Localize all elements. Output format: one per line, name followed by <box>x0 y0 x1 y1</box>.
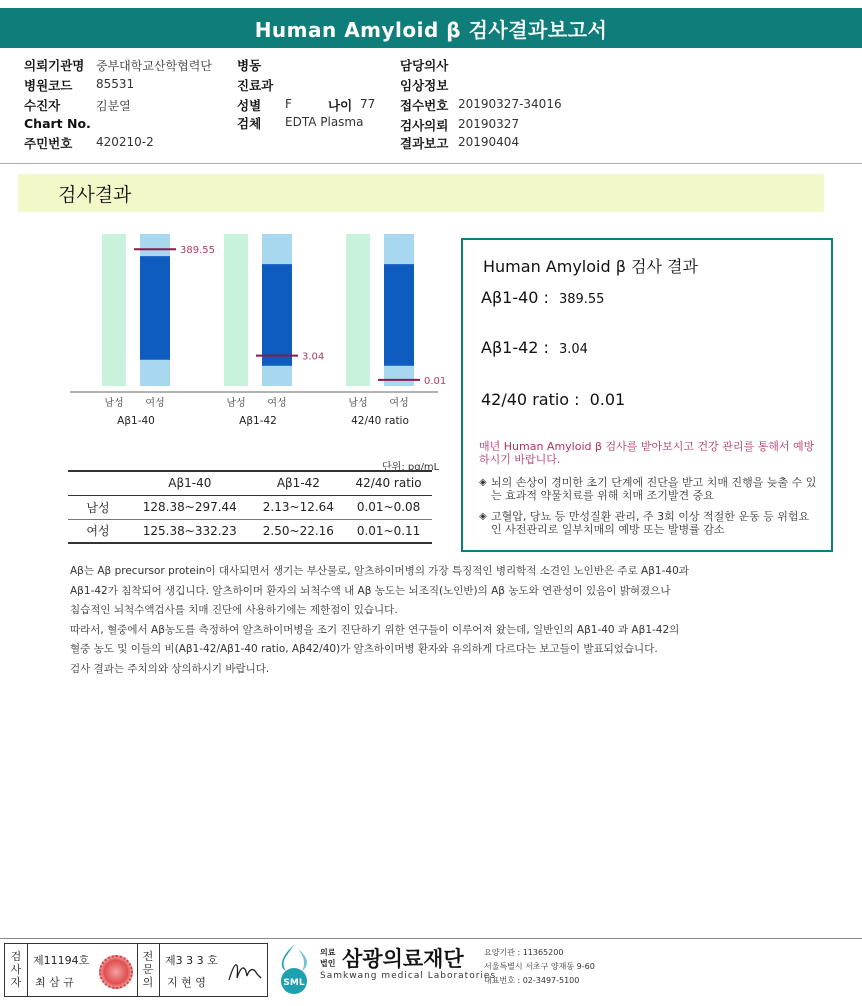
result-marker-label: 3.04 <box>302 351 325 363</box>
info-value: 김분열 <box>96 99 131 113</box>
unit-label: 단위: pg/mL <box>382 462 440 473</box>
result-marker-label: 0.01 <box>424 375 446 387</box>
group-label: 42/40 ratio <box>351 415 409 427</box>
info-label: 주민번호 <box>24 136 73 151</box>
result-bullet <box>479 510 819 536</box>
result-box-title: Human Amyloid β 검사 결과 <box>483 257 698 276</box>
explanation-line: 침습적인 뇌척수액검사를 치매 진단에 사용하기에는 제한점이 있습니다. <box>70 604 398 616</box>
footer <box>0 938 862 1000</box>
male-reference-band <box>224 234 248 386</box>
inspector-number: 제11194호 <box>33 954 90 967</box>
signature-icon <box>227 956 263 986</box>
specialist-number: 제3 3 3 호 <box>165 954 218 967</box>
male-reference-band <box>102 234 126 386</box>
result-ab42 <box>481 338 588 357</box>
result-note: 매년 Human Amyloid β 검사를 받아보시고 건강 관리를 통해서 예방하시기 바랍니다. <box>479 440 815 466</box>
male-label: 남성 <box>348 398 368 409</box>
table-header: Aβ1-40 <box>168 476 212 491</box>
explanation-line: Aβ1-42가 침착되어 생깁니다. 알츠하이머 환자의 뇌척수액 내 Aβ 농도는 뇌조직(노인반)의 Aβ 농도와 연관성이 있음이 밝혀졌으나 <box>70 584 671 597</box>
inspector-label: 검사자 <box>10 950 22 989</box>
table-cell: 여성 <box>86 524 110 539</box>
table-cell: 2.13~12.64 <box>262 500 334 514</box>
result-bullet-text: 뇌의 손상이 경미한 초기 단계에 진단을 받고 치매 진행을 늦출 수 있는 효과적 약물치료를 위해 치매 조기발견 중요 <box>491 476 817 502</box>
table-header-row <box>68 471 432 495</box>
result-ab42-label: Aβ1-42 : <box>481 338 549 357</box>
info-value: 85531 <box>96 77 135 91</box>
info-label: 검사의뢰 <box>400 118 449 133</box>
signature-box <box>4 943 268 997</box>
diamond-icon: ◈ <box>479 477 487 488</box>
table-cell: 남성 <box>86 500 110 515</box>
info-value: 20190327 <box>458 117 520 131</box>
female-range-bar <box>140 256 170 360</box>
info-value: EDTA Plasma <box>285 115 364 129</box>
table-cell: 2.50~22.16 <box>262 523 334 538</box>
info-value: F <box>285 97 292 111</box>
result-ratio <box>481 390 625 409</box>
info-label: 접수번호 <box>400 98 449 113</box>
specialist-label: 전문의 <box>142 950 154 989</box>
report-title: Human Amyloid β 검사결과보고서 <box>254 17 608 42</box>
male-label: 남성 <box>226 398 246 409</box>
info-value: 20190404 <box>458 135 520 149</box>
contact-line: 대표번호 : 02-3497-5100 <box>484 976 580 985</box>
contact-line: 요양기관 : 11365200 <box>484 948 564 957</box>
female-label: 여성 <box>145 398 165 409</box>
info-label: 진료과 <box>237 78 274 93</box>
explanation-text <box>70 562 800 679</box>
info-value: 420210-2 <box>96 135 154 149</box>
table-cell: 125.38~332.23 <box>142 523 237 538</box>
info-value: 중부대학교산학협력단 <box>96 59 212 73</box>
info-label: 의뢰기관명 <box>24 58 85 73</box>
info-label: 나이 <box>328 98 353 113</box>
info-label: 병원코드 <box>24 78 73 93</box>
info-label: 병동 <box>237 58 262 73</box>
info-value: 20190327-34016 <box>458 97 562 111</box>
org-english-name: Samkwang medical Laboratories <box>320 971 497 981</box>
org-name: 삼광의료재단 <box>342 947 464 971</box>
explanation-line: Aβ는 Aβ precursor protein이 대사되면서 생기는 부산물로, 알츠하이머병의 가장 특징적인 병리학적 소견인 노인반은 주로 Aβ1-40과 <box>70 565 689 577</box>
patient-info <box>0 48 862 164</box>
group-label: Aβ1-42 <box>239 415 277 427</box>
section-title: 검사결과 <box>58 184 132 206</box>
explanation-line: 혈중 농도 및 이들의 비(Aβ1-42/Aβ1-40 ratio, Aβ42/40)가 알츠하이머병 환자와 유의하게 다르다는 보고들이 발표되었습니다. <box>70 643 658 655</box>
info-label: 임상정보 <box>400 78 449 93</box>
result-ab40-value: 389.55 <box>558 292 605 307</box>
table-header: 42/40 ratio <box>355 476 422 491</box>
diamond-icon: ◈ <box>479 511 487 522</box>
male-label: 남성 <box>104 398 124 409</box>
org-type: 의료법인 <box>320 948 336 968</box>
result-ab40-label: Aβ1-40 : <box>481 288 549 307</box>
info-label: 검체 <box>237 116 262 131</box>
female-range-bar <box>262 264 292 366</box>
result-ab40 <box>481 288 604 307</box>
result-marker-label: 389.55 <box>180 245 215 257</box>
table-cell: 128.38~297.44 <box>142 500 237 514</box>
info-label: 수진자 <box>24 98 61 113</box>
amyloid-chart <box>66 224 446 454</box>
result-ratio-value: 0.01 <box>589 390 626 409</box>
male-reference-band <box>346 234 370 386</box>
inspector-name: 최 삼 규 <box>35 976 74 989</box>
logo-text: SML <box>283 978 305 988</box>
table-header: Aβ1-42 <box>276 476 320 491</box>
result-ab42-value: 3.04 <box>558 342 588 357</box>
info-label: 결과보고 <box>400 136 449 151</box>
table-row <box>68 495 432 519</box>
table-cell: 0.01~0.08 <box>356 500 421 514</box>
contact-line: 서울특별시 서초구 양재동 9-60 <box>484 962 595 971</box>
female-range-bar <box>384 264 414 366</box>
seal-stamp-icon <box>99 955 133 989</box>
table-cell: 0.01~0.11 <box>356 523 421 538</box>
result-ratio-label: 42/40 ratio : <box>481 390 580 409</box>
info-label: Chart No. <box>24 116 91 131</box>
result-bullet <box>479 476 819 502</box>
info-label: 성별 <box>237 98 262 113</box>
explanation-line: 검사 결과는 주치의와 상의하시기 바랍니다. <box>70 662 270 675</box>
section-band <box>18 174 824 212</box>
result-bullet-text: 고혈압, 당뇨 등 만성질환 관리, 주 3회 이상 적절한 운동 등 위험요인 사전관리로 일부치매의 예방 또는 발병률 감소 <box>491 510 810 536</box>
info-label: 담당의사 <box>400 58 449 73</box>
group-label: Aβ1-40 <box>117 415 155 427</box>
table-header <box>68 471 128 495</box>
result-box <box>461 238 833 552</box>
table-row <box>68 519 432 543</box>
info-value: 77 <box>360 97 376 111</box>
sml-logo-icon <box>272 943 316 995</box>
report-header <box>0 8 862 48</box>
specialist-name: 지 현 영 <box>167 976 206 989</box>
female-label: 여성 <box>267 398 287 409</box>
explanation-line: 따라서, 혈중에서 Aβ농도를 측정하여 알츠하이머병을 조기 진단하기 위한 연구들이 이루어져 왔는데, 일반인의 Aβ1-40 과 Aβ1-42의 <box>70 623 680 636</box>
reference-table <box>68 470 432 544</box>
female-label: 여성 <box>389 398 409 409</box>
